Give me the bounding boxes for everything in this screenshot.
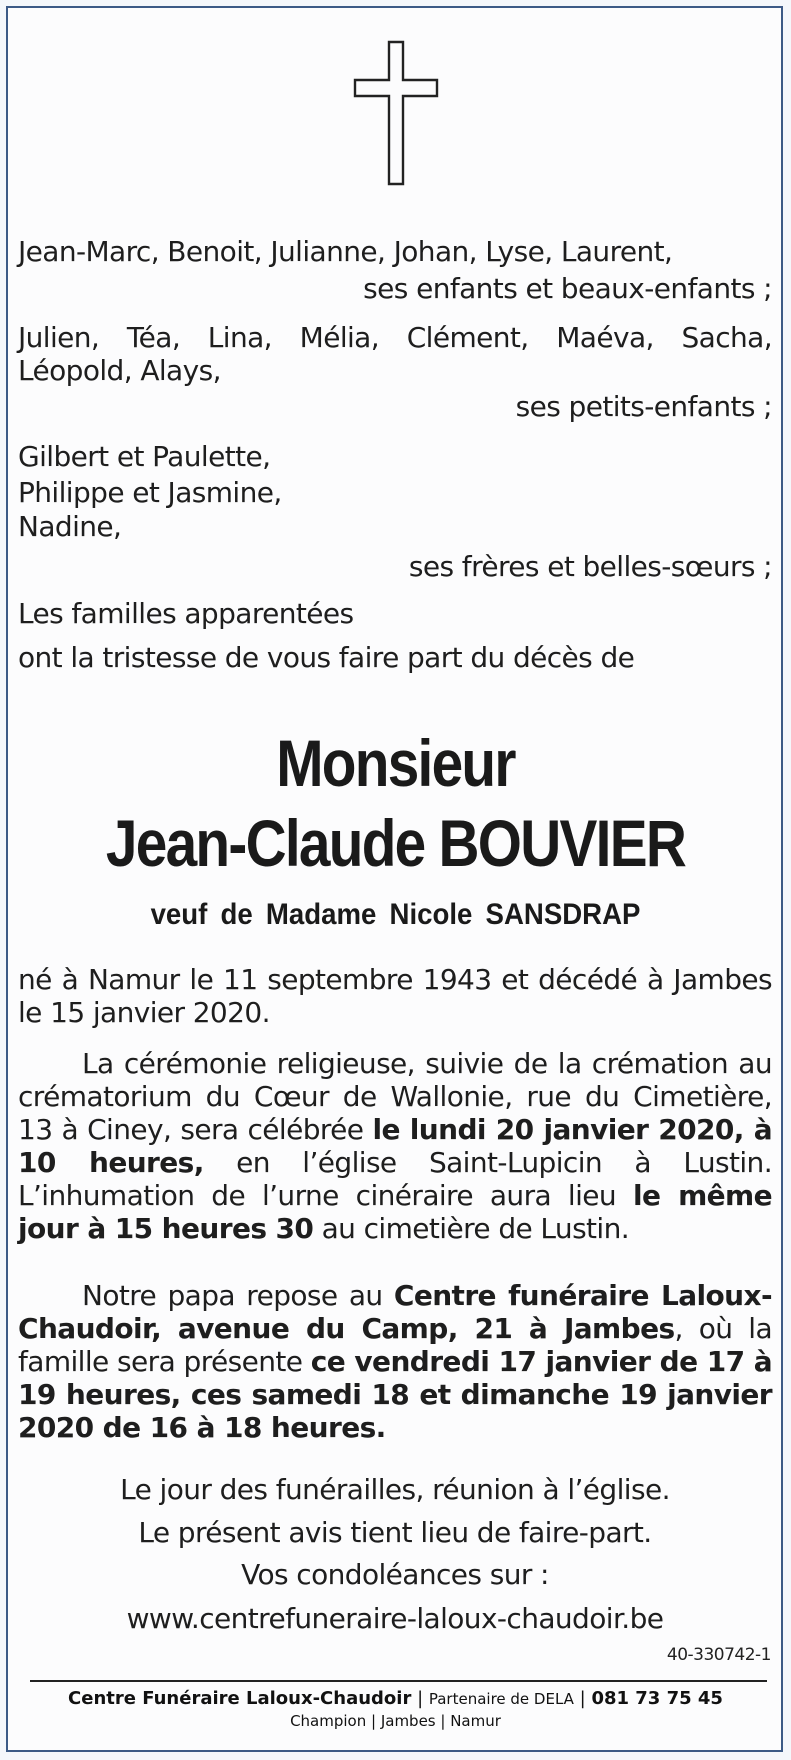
footer-divider xyxy=(30,1680,767,1682)
widower-line: veuf de Madame Nicole SANSDRAP xyxy=(150,898,641,931)
visitation-paragraph xyxy=(18,1279,772,1444)
grandchildren-names-1: Julien, Téa, Lina, Mélia, Clément, Maéva, Sacha, xyxy=(18,321,772,354)
children-names: Jean-Marc, Benoit, Julianne, Johan, Lyse, Laurent, xyxy=(18,235,673,268)
siblings-line-1: Gilbert et Paulette, xyxy=(18,440,271,473)
cross-icon xyxy=(353,40,439,186)
notice-line: Le présent avis tient lieu de faire-part. xyxy=(138,1516,652,1549)
related-families: Les familles apparentées xyxy=(18,597,354,630)
footer-locations: Champion | Jambes | Namur xyxy=(290,1712,501,1730)
deceased-name: Jean-Claude BOUVIER xyxy=(105,806,686,880)
siblings-line-3: Nadine, xyxy=(18,510,122,543)
ceremony-paragraph xyxy=(18,1047,772,1245)
deceased-title: Monsieur xyxy=(276,726,515,800)
footer-company-line xyxy=(0,1688,791,1710)
website-link[interactable]: www.centrefuneraire-laloux-chaudoir.be xyxy=(126,1602,664,1635)
footer-separator-1: | xyxy=(411,1688,429,1709)
burial-time: le même jour à 15 heures 30 xyxy=(18,1179,773,1245)
siblings-role: ses frères et belles-sœurs ; xyxy=(408,550,772,583)
footer-phone: 081 73 75 45 xyxy=(591,1688,723,1709)
siblings-line-2: Philippe et Jasmine, xyxy=(18,476,282,509)
meeting-line: Le jour des funérailles, réunion à l’église. xyxy=(120,1473,670,1506)
visitation-text-a: Notre papa repose au xyxy=(82,1279,394,1312)
ceremony-text-c: en l’église Saint-Lupicin à Lustin. L’inhumation de l’urne cinéraire aura lieu xyxy=(18,1146,772,1212)
ceremony-text-e: au cimetière de Lustin. xyxy=(313,1212,630,1245)
footer-separator-2: | xyxy=(573,1688,592,1709)
footer-partner: Partenaire de DELA xyxy=(428,1690,574,1708)
ceremony-text-a: La cérémonie religieuse, suivie de la crémation au crématorium du Cœur de Wallonie, rue du Cimetière, 13 à Ciney, sera célébrée xyxy=(18,1047,772,1146)
announcement: ont la tristesse de vous faire part du décès de xyxy=(18,641,635,674)
birth-death-line: né à Namur le 11 septembre 1943 et décédé à Jambes le 15 janvier 2020. xyxy=(18,963,772,1029)
visitation-text-c: , où la famille sera présente xyxy=(18,1312,772,1378)
condolences-line: Vos condoléances sur : xyxy=(241,1558,549,1591)
children-role: ses enfants et beaux-enfants ; xyxy=(363,272,772,305)
reference-number: 40-330742-1 xyxy=(666,1645,771,1665)
visitation-hours: ce vendredi 17 janvier de 17 à 19 heures, ces samedi 18 et dimanche 19 janvier 2020 de 16 à 18 heures. xyxy=(18,1345,772,1444)
grandchildren-role: ses petits-enfants ; xyxy=(515,390,772,423)
ceremony-date: le lundi 20 janvier 2020, à 10 heures, xyxy=(18,1113,772,1179)
grandchildren-names-2: Léopold, Alays, xyxy=(18,354,221,387)
funeral-home-address: Centre funéraire Laloux-Chaudoir, avenue du Camp, 21 à Jambes xyxy=(18,1279,772,1345)
footer-company: Centre Funéraire Laloux-Chaudoir xyxy=(68,1688,412,1709)
